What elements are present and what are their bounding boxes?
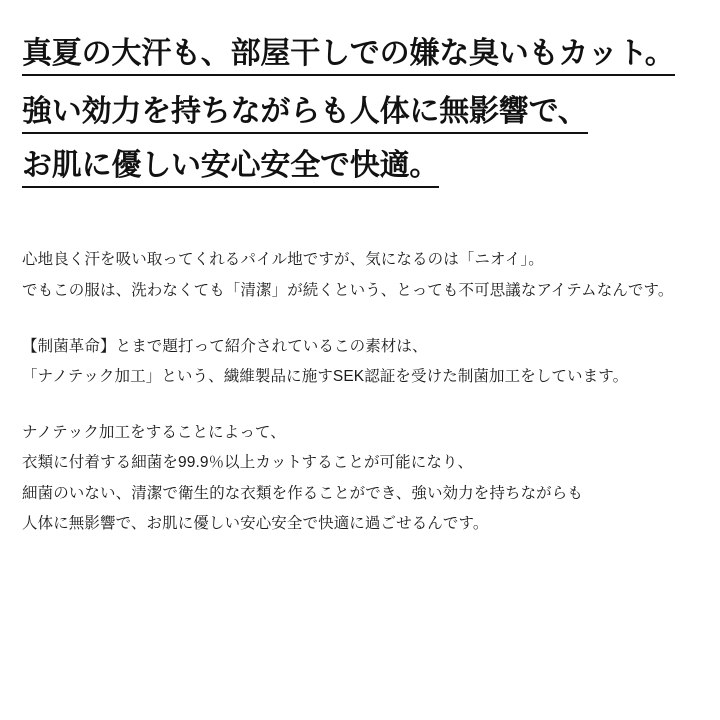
paragraph-3-line-2: 衣類に付着する細菌を99.9％以上カットすることが可能になり、 — [22, 454, 474, 472]
headline-line-3 — [22, 146, 698, 190]
paragraph-1 — [22, 245, 698, 305]
paragraph-3-line-4: 人体に無影響で、お肌に優しい安心安全で快適に過ごせるんです。 — [22, 514, 489, 532]
paragraph-3-line-1: ナノテック加工をすることによって、 — [22, 424, 286, 442]
paragraph-2-line-2: 「ナノテック加工」という、繊維製品に施すSEK認証を受けた制菌加工をしています。 — [22, 368, 629, 386]
headline-block — [22, 34, 698, 189]
headline-line-2 — [22, 92, 698, 136]
paragraph-2 — [22, 332, 698, 392]
headline-line-1-text: 真夏の大汗も、部屋干しでの嫌な臭いもカット。 — [22, 37, 675, 76]
paragraph-2-line-1: 【制菌革命】とまで題打って紹介されているこの素材は、 — [22, 337, 428, 355]
headline-line-2-text: 強い効力を持ちながらも人体に無影響で、 — [22, 95, 588, 134]
headline-line-3-text: お肌に優しい安心安全で快適。 — [22, 149, 439, 188]
paragraph-1-line-2: でもこの服は、洗わなくても「清潔」が続くという、とっても不可思議なアイテムなんです。 — [22, 281, 674, 299]
body-block — [22, 245, 698, 539]
paragraph-3-line-3: 細菌のいない、清潔で衛生的な衣類を作ることができ、強い効力を持ちながらも — [22, 484, 583, 502]
paragraph-1-line-1: 心地良く汗を吸い取ってくれるパイル地ですが、気になるのは「ニオイ」。 — [22, 251, 544, 269]
headline-line-1 — [22, 34, 698, 78]
paragraph-3 — [22, 418, 698, 539]
